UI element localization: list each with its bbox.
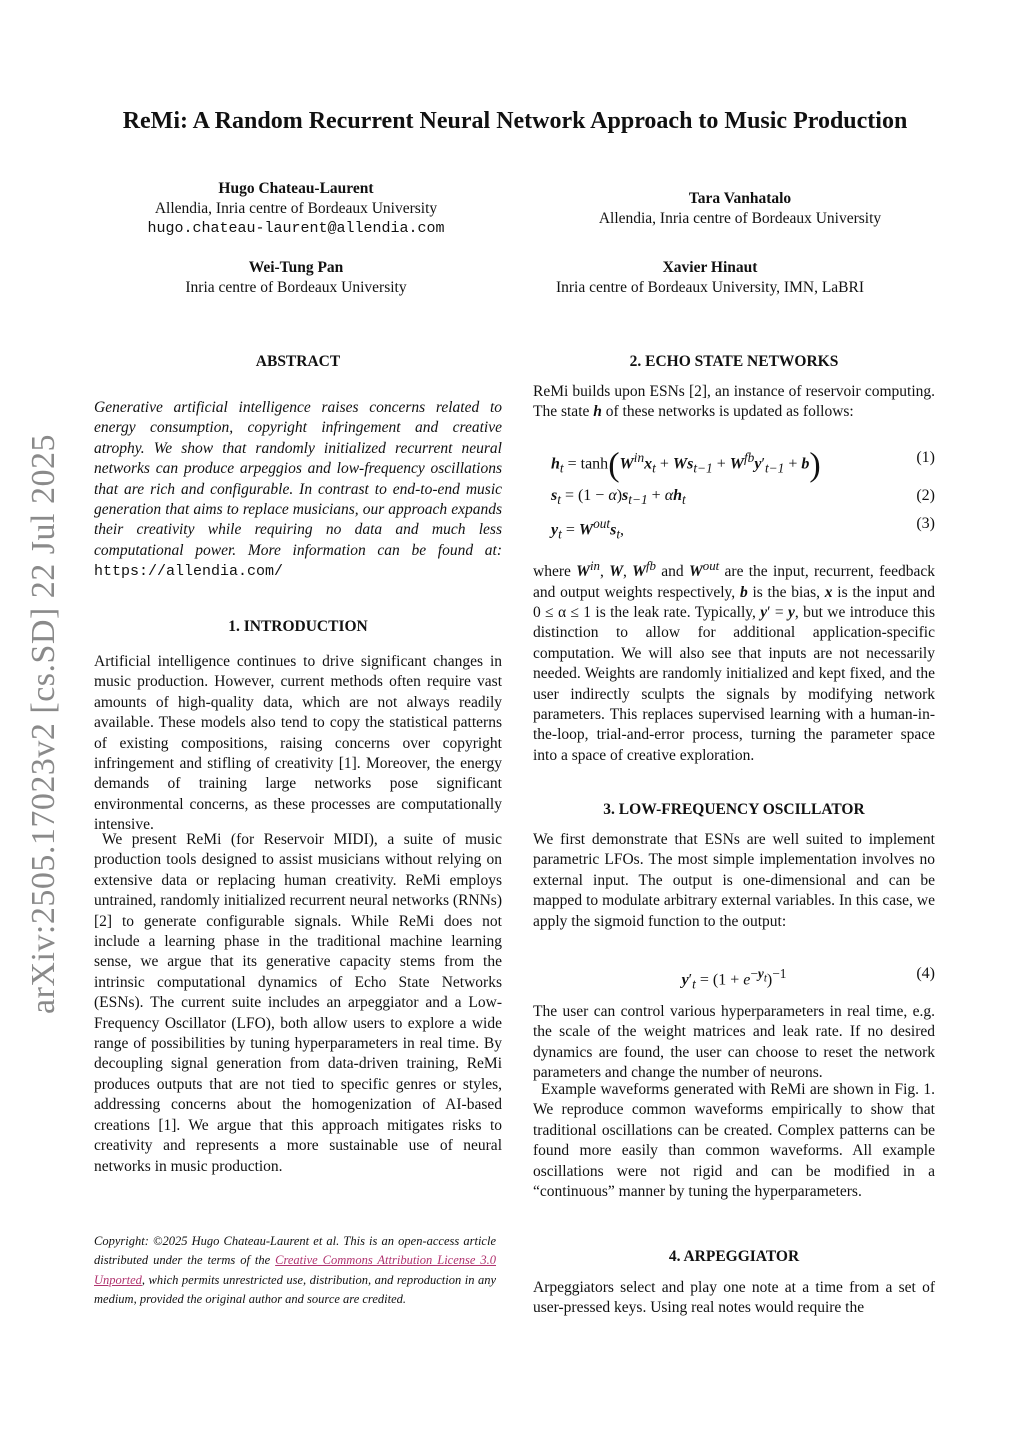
author-affiliation: Inria centre of Bordeaux University, IMN, LaBRI <box>555 279 865 296</box>
abstract-url-link[interactable]: https://allendia.com/ <box>94 563 284 581</box>
author-name: Tara Vanhatalo <box>688 190 792 207</box>
arpeggiator-heading: 4. ARPEGGIATOR <box>668 1248 800 1265</box>
abstract-body: Generative artificial intelligence raises concerns related to energy consumption, copyright infringement and creative atrophy. We show that randomly initialized recurrent neural networks can produce arpeggios and low-frequency oscillations that are rich and configurable. In contrast to end-to-end music generation that aims to replace musicians, our approach expands their creativity while requiring no data and much less computational power. More information can be found at: <box>94 399 502 559</box>
lfo-heading: 3. LOW-FREQUENCY OSCILLATOR <box>603 801 865 818</box>
author-block-4 <box>510 258 910 298</box>
esn-intro-text-2: of these networks is updated as follows: <box>605 403 854 421</box>
author-name: Wei-Tung Pan <box>248 259 344 276</box>
author-block-1 <box>120 179 472 239</box>
lfo-paragraph-3: Example waveforms generated with ReMi are shown in Fig. 1. We reproduce common waveforms empirically to show that traditional oscillations can be created. Complex patterns can be found more easily than common waveforms. All example oscillations were not rigid and can be modified in a “continuous” manner by tuning the hyperparameters. <box>533 1081 935 1201</box>
lfo-paragraph-1: We first demonstrate that ESNs are well suited to implement parametric LFOs. The most simple implementation involves no external input. The output is one-dimensional and can be mapped to modulate arbitrary external variables. In this case, we apply the sigmoid function to the output: <box>533 831 935 930</box>
equation-4-number: (4) <box>916 965 935 982</box>
esn-heading: 2. ECHO STATE NETWORKS <box>629 353 839 370</box>
author-block-3 <box>120 258 472 298</box>
equation-2-number: (2) <box>916 487 935 504</box>
introduction-paragraph-1: Artificial intelligence continues to drive significant changes in music production. However, current methods often require vast amounts of high-quality data, which are not always readily available. These models also tend to copy the statistical patterns of existing compositions, raising concerns over copyright infringement and stifling of creativity [1]. Moreover, the energy demands of training large networks pose significant environmental concerns, as these processes are computationally intensive. <box>94 653 502 834</box>
math-h: h <box>593 403 602 421</box>
esn-text-a: where <box>533 563 571 581</box>
arxiv-side-banner: arXiv:2505.17023v2 [cs.SD] 22 Jul 2025 <box>25 434 62 1014</box>
equation-1-number: (1) <box>916 449 935 466</box>
arpeggiator-paragraph-1: Arpeggiators select and play one note at a time from a set of user-pressed keys. Using real notes would require the <box>533 1279 935 1317</box>
equation-2-expression: $s_t = (1 - \alpha)s_{t-1} + \alpha h_t$ <box>551 487 686 508</box>
introduction-paragraph-2: We present ReMi (for Reservoir MIDI), a suite of music production tools designed to assist musicians without relying on extensive data or replacing human creativity. ReMi employs untrained, randomly initialized recurrent neural networks (RNNs) [2] to generate configurable signals. While ReMi does not include a learning phase in the traditional machine learning sense, we argue that its generative capacity stems from the intrinsic computational dynamics of Echo State Networks (ESNs). The current suite includes an arpeggiator and a Low-Frequency Oscillator (LFO), both allow users to explore a wide range of possibilities by tuning hyperparameters in real time. By decoupling signal generation from data-driven training, ReMi produces outputs that are not tied to specific genres or styles, addressing concerns about the homogenization of AI-based creations [1]. We argue that this approach mitigates risks to creativity and represents a more sustainable use of neural networks in music production. <box>94 831 502 1175</box>
equation-1 <box>533 446 935 484</box>
abstract-heading: ABSTRACT <box>255 353 341 370</box>
esn-text-e: but we introduce this distinction to allow for additional application-specific computation. We will also see that inputs are not necessarily needed. Weights are randomly initialized and kept fixed, and the user indirectly sculpts the signals by modifying network parameters. This replaces supervised learning with a human-in-the-loop, trial-and-error process, turning the parameter space into a space of creative exploration. <box>533 603 936 764</box>
equation-3-expression: $y_t = W^{out}s_t$, <box>551 516 625 542</box>
equation-4 <box>533 964 935 992</box>
author-affiliation: Allendia, Inria centre of Bordeaux University <box>598 210 882 227</box>
esn-intro-text: ReMi builds upon ESNs [2], an instance of reservoir computing. The state <box>533 383 935 421</box>
esn-text-b: are the input, recurrent, feedback and output weights respectively, <box>533 563 936 601</box>
equation-2 <box>533 486 935 510</box>
introduction-heading: 1. INTRODUCTION <box>228 618 368 635</box>
author-affiliation: Inria centre of Bordeaux University <box>185 279 407 296</box>
esn-text-d: is the input and 0 ≤ α ≤ 1 is the leak rate. Typically, <box>533 583 936 621</box>
equation-4-expression: $y'_t = (1 + e^{-y_t})^{-1}$ <box>681 966 787 992</box>
lfo-paragraph-2: The user can control various hyperparameters in real time, e.g. the scale of the weight matrices and leak rate. If no desired dynamics are found, the user can choose to reset the network parameters and change the number of neurons. <box>533 1003 935 1082</box>
author-affiliation: Allendia, Inria centre of Bordeaux University <box>154 200 438 217</box>
esn-text-c: is the bias, <box>752 583 821 601</box>
copyright-text-start: Copyright: ©2025 Hugo Chateau-Laurent et al. This is an open-access article distributed under the terms of the <box>94 1233 496 1267</box>
author-email[interactable]: hugo.chateau-laurent@allendia.com <box>147 220 445 237</box>
author-block-2 <box>560 189 920 229</box>
paper-title: ReMi: A Random Recurrent Neural Network Approach to Music Production <box>122 108 908 134</box>
license-link[interactable]: Creative Commons Attribution License 3.0 Unported <box>94 1253 497 1287</box>
esn-intro <box>533 382 935 423</box>
abstract-text <box>94 398 502 583</box>
author-name: Xavier Hinaut <box>662 259 758 276</box>
copyright-text-end: , which permits unrestricted use, distribution, and reproduction in any medium, provided the original author and source are credited. <box>94 1272 496 1306</box>
author-name: Hugo Chateau-Laurent <box>218 180 374 197</box>
equation-3-number: (3) <box>916 515 935 532</box>
copyright-notice <box>94 1232 496 1310</box>
equation-3 <box>533 514 935 542</box>
equation-1-expression: $h_t = \tanh(W^{in}x_t + Ws_{t-1} + W^{fb}y'_{t-1} + b)$ <box>551 446 821 484</box>
esn-explanation: where $W^{in}$, W, $W^{fb}$ and $W^{out}$ are the input, recurrent, feedback and output weights respectively, b is the bias, x is the input and 0 ≤ α ≤ 1 is the leak rate. Typically, y′ = y, but we introduce this distinction to allow for additional application-specific computation. We will also see that inputs are not necessarily needed. Weights are randomly initialized and kept fixed, and the user indirectly sculpts the signals by modifying network parameters. This replaces supervised learning with a human-in-the-loop, trial-and-error process, turning the parameter space into a space of creative exploration. <box>533 558 936 764</box>
